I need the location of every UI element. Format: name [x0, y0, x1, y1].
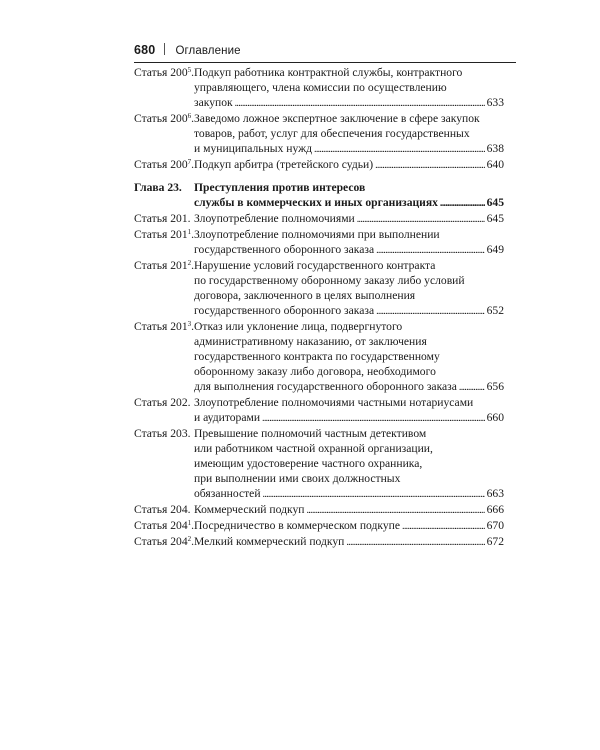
toc-entry-title-line: Злоупотребление полномочиями [194, 212, 355, 225]
toc-entry-page: 652 [486, 304, 504, 317]
header-rule [134, 62, 516, 63]
table-of-contents [134, 65, 504, 550]
toc-entry-label [134, 426, 194, 502]
toc-entry [134, 211, 504, 227]
toc-entry-page: 645 [486, 196, 504, 209]
toc-entry-superscript: 5 [187, 66, 192, 74]
toc-entry-number: Статья 203. [134, 427, 191, 440]
dot-leader [357, 211, 485, 227]
dot-leader [235, 95, 485, 111]
toc-entry-page: 672 [486, 535, 504, 548]
dot-leader [263, 486, 485, 502]
toc-entry-label [134, 395, 194, 426]
toc-entry [134, 157, 504, 173]
toc-entry [134, 319, 504, 395]
toc-entry [134, 111, 504, 157]
toc-entry [134, 534, 504, 550]
toc-entry-superscript: 1 [187, 519, 192, 527]
dot-leader [376, 303, 485, 319]
toc-entry-title-line: Нарушение условий государственного контракта [194, 259, 436, 272]
toc-entry-page: 649 [486, 243, 504, 256]
toc-entry-label [134, 502, 194, 518]
toc-entry-label [134, 180, 194, 211]
dot-leader [459, 379, 485, 395]
toc-entry-title-line: Заведомо ложное экспертное заключение в сфере закупок [194, 112, 480, 125]
toc-entry-title-line: по государственному оборонному заказу либо условий [194, 274, 465, 287]
toc-entry-number: Статья 201 [134, 259, 188, 272]
dot-leader [346, 534, 484, 550]
toc-entry-superscript: 1 [187, 228, 192, 236]
toc-entry-title-line: товаров, работ, услуг для обеспечения государственных [194, 127, 470, 140]
toc-entry-number: Статья 204. [134, 503, 191, 516]
toc-entry-page: 663 [486, 487, 504, 500]
toc-entry-number: Статья 200 [134, 158, 188, 171]
toc-entry-title-line: Коммерческий подкуп [194, 503, 305, 516]
toc-entry-title-line: имеющим удостоверение частного охранника, [194, 457, 423, 470]
dot-leader [376, 242, 485, 258]
toc-entry-page: 660 [486, 411, 504, 424]
toc-entry-superscript: 3 [187, 320, 192, 328]
toc-entry-page: 640 [486, 158, 504, 171]
toc-chapter-entry [134, 180, 504, 211]
toc-entry-title-line: Превышение полномочий частным детективом [194, 427, 427, 440]
toc-entry-title-line: Злоупотребление полномочиями частными нотариусами [194, 396, 474, 409]
dot-leader [314, 141, 485, 157]
toc-entry-title-line: управляющего, члена комиссии по осуществлению [194, 81, 447, 94]
toc-entry-title-line: государственного оборонного заказа [194, 304, 375, 317]
toc-entry-label: Статья $201^1$. [134, 228, 195, 241]
toc-entry-superscript: 7 [187, 158, 192, 166]
toc-entry-number: Статья 200 [134, 112, 188, 125]
toc-entry [134, 65, 504, 111]
toc-entry-title-line: Подкуп работника контрактной службы, контрактного [194, 66, 463, 79]
dot-leader [440, 195, 485, 211]
dot-leader [402, 518, 485, 534]
toc-entry-title-line: Подкуп арбитра (третейского судьи) [194, 158, 374, 171]
toc-entry-number: Статья 201 [134, 320, 188, 333]
toc-entry-number: Статья 202. [134, 396, 191, 409]
toc-entry-page: 656 [486, 380, 504, 393]
toc-entry-title-line: для выполнения государственного оборонного заказа [194, 380, 457, 393]
toc-entry-title-line: договора, заключенного в целях выполнения [194, 289, 416, 302]
toc-entry-label: Статья $200^6$. [134, 112, 195, 125]
toc-entry-number: Статья 204 [134, 535, 188, 548]
toc-entry-title-line: закупок [194, 96, 233, 109]
toc-entry-page: 645 [486, 212, 504, 225]
toc-entry-title-line: административному наказанию, от заключения [194, 335, 427, 348]
running-header [134, 42, 241, 57]
toc-entry-title-line: государственного оборонного заказа [194, 243, 375, 256]
toc-entry [134, 227, 504, 258]
toc-entry-title-line: или работником частной охранной организации, [194, 442, 433, 455]
toc-entry [134, 395, 504, 426]
toc-entry-page: 666 [486, 503, 504, 516]
running-title: Оглавление [175, 45, 241, 57]
toc-entry-superscript: 2 [187, 259, 192, 267]
toc-entry-title-line: и аудиторами [194, 411, 261, 424]
toc-entry-number: Глава 23. [134, 181, 182, 194]
toc-entry-label: Статья $204^1$. [134, 519, 195, 532]
toc-entry-number: Статья 200 [134, 66, 188, 79]
toc-entry-superscript: 2 [187, 535, 192, 543]
toc-entry-label [134, 211, 194, 227]
toc-entry-title-line: Мелкий коммерческий подкуп [194, 535, 345, 548]
toc-entry-title-line: при выполнении ими своих должностных [194, 472, 401, 485]
toc-entry-number: Статья 204 [134, 519, 188, 532]
toc-entry-page: 638 [486, 142, 504, 155]
toc-entry-label: Статья $200^7$. [134, 158, 195, 171]
toc-entry [134, 502, 504, 518]
toc-entry-title-line: и муниципальных нужд [194, 142, 313, 155]
toc-entry [134, 518, 504, 534]
toc-entry-superscript: 6 [187, 112, 192, 120]
toc-entry-title-line: Преступления против интересов [194, 181, 366, 194]
dot-leader [306, 502, 484, 518]
toc-entry-title-line: Посредничество в коммерческом подкупе [194, 519, 401, 532]
toc-entry-title-line: государственного контракта по государственному [194, 350, 440, 363]
toc-entry-number: Статья 201. [134, 212, 191, 225]
toc-entry-page: 633 [486, 96, 504, 109]
toc-entry-title-line: Злоупотребление полномочиями при выполнении [194, 228, 440, 241]
toc-entry-title-line: обязанностей [194, 487, 261, 500]
toc-entry-title-line: Отказ или уклонение лица, подвергнутого [194, 320, 403, 333]
toc-entry-label: Статья $200^5$. [134, 66, 195, 79]
dot-leader [375, 157, 485, 173]
page-number: 680 [134, 43, 156, 57]
toc-entry-label: Статья $201^3$. [134, 320, 195, 333]
toc-entry-number: Статья 201 [134, 228, 188, 241]
toc-entry-label: Статья $204^2$. [134, 535, 195, 548]
toc-entry-page: 670 [486, 519, 504, 532]
toc-entry-title-line: службы в коммерческих и иных организациях [194, 196, 438, 209]
toc-entry [134, 426, 504, 502]
toc-entry-label: Статья $201^2$. [134, 259, 195, 272]
toc-entry [134, 258, 504, 319]
dot-leader [262, 410, 485, 426]
header-separator [164, 43, 165, 55]
toc-entry-title-line: оборонному заказу либо договора, необходимого [194, 365, 436, 378]
